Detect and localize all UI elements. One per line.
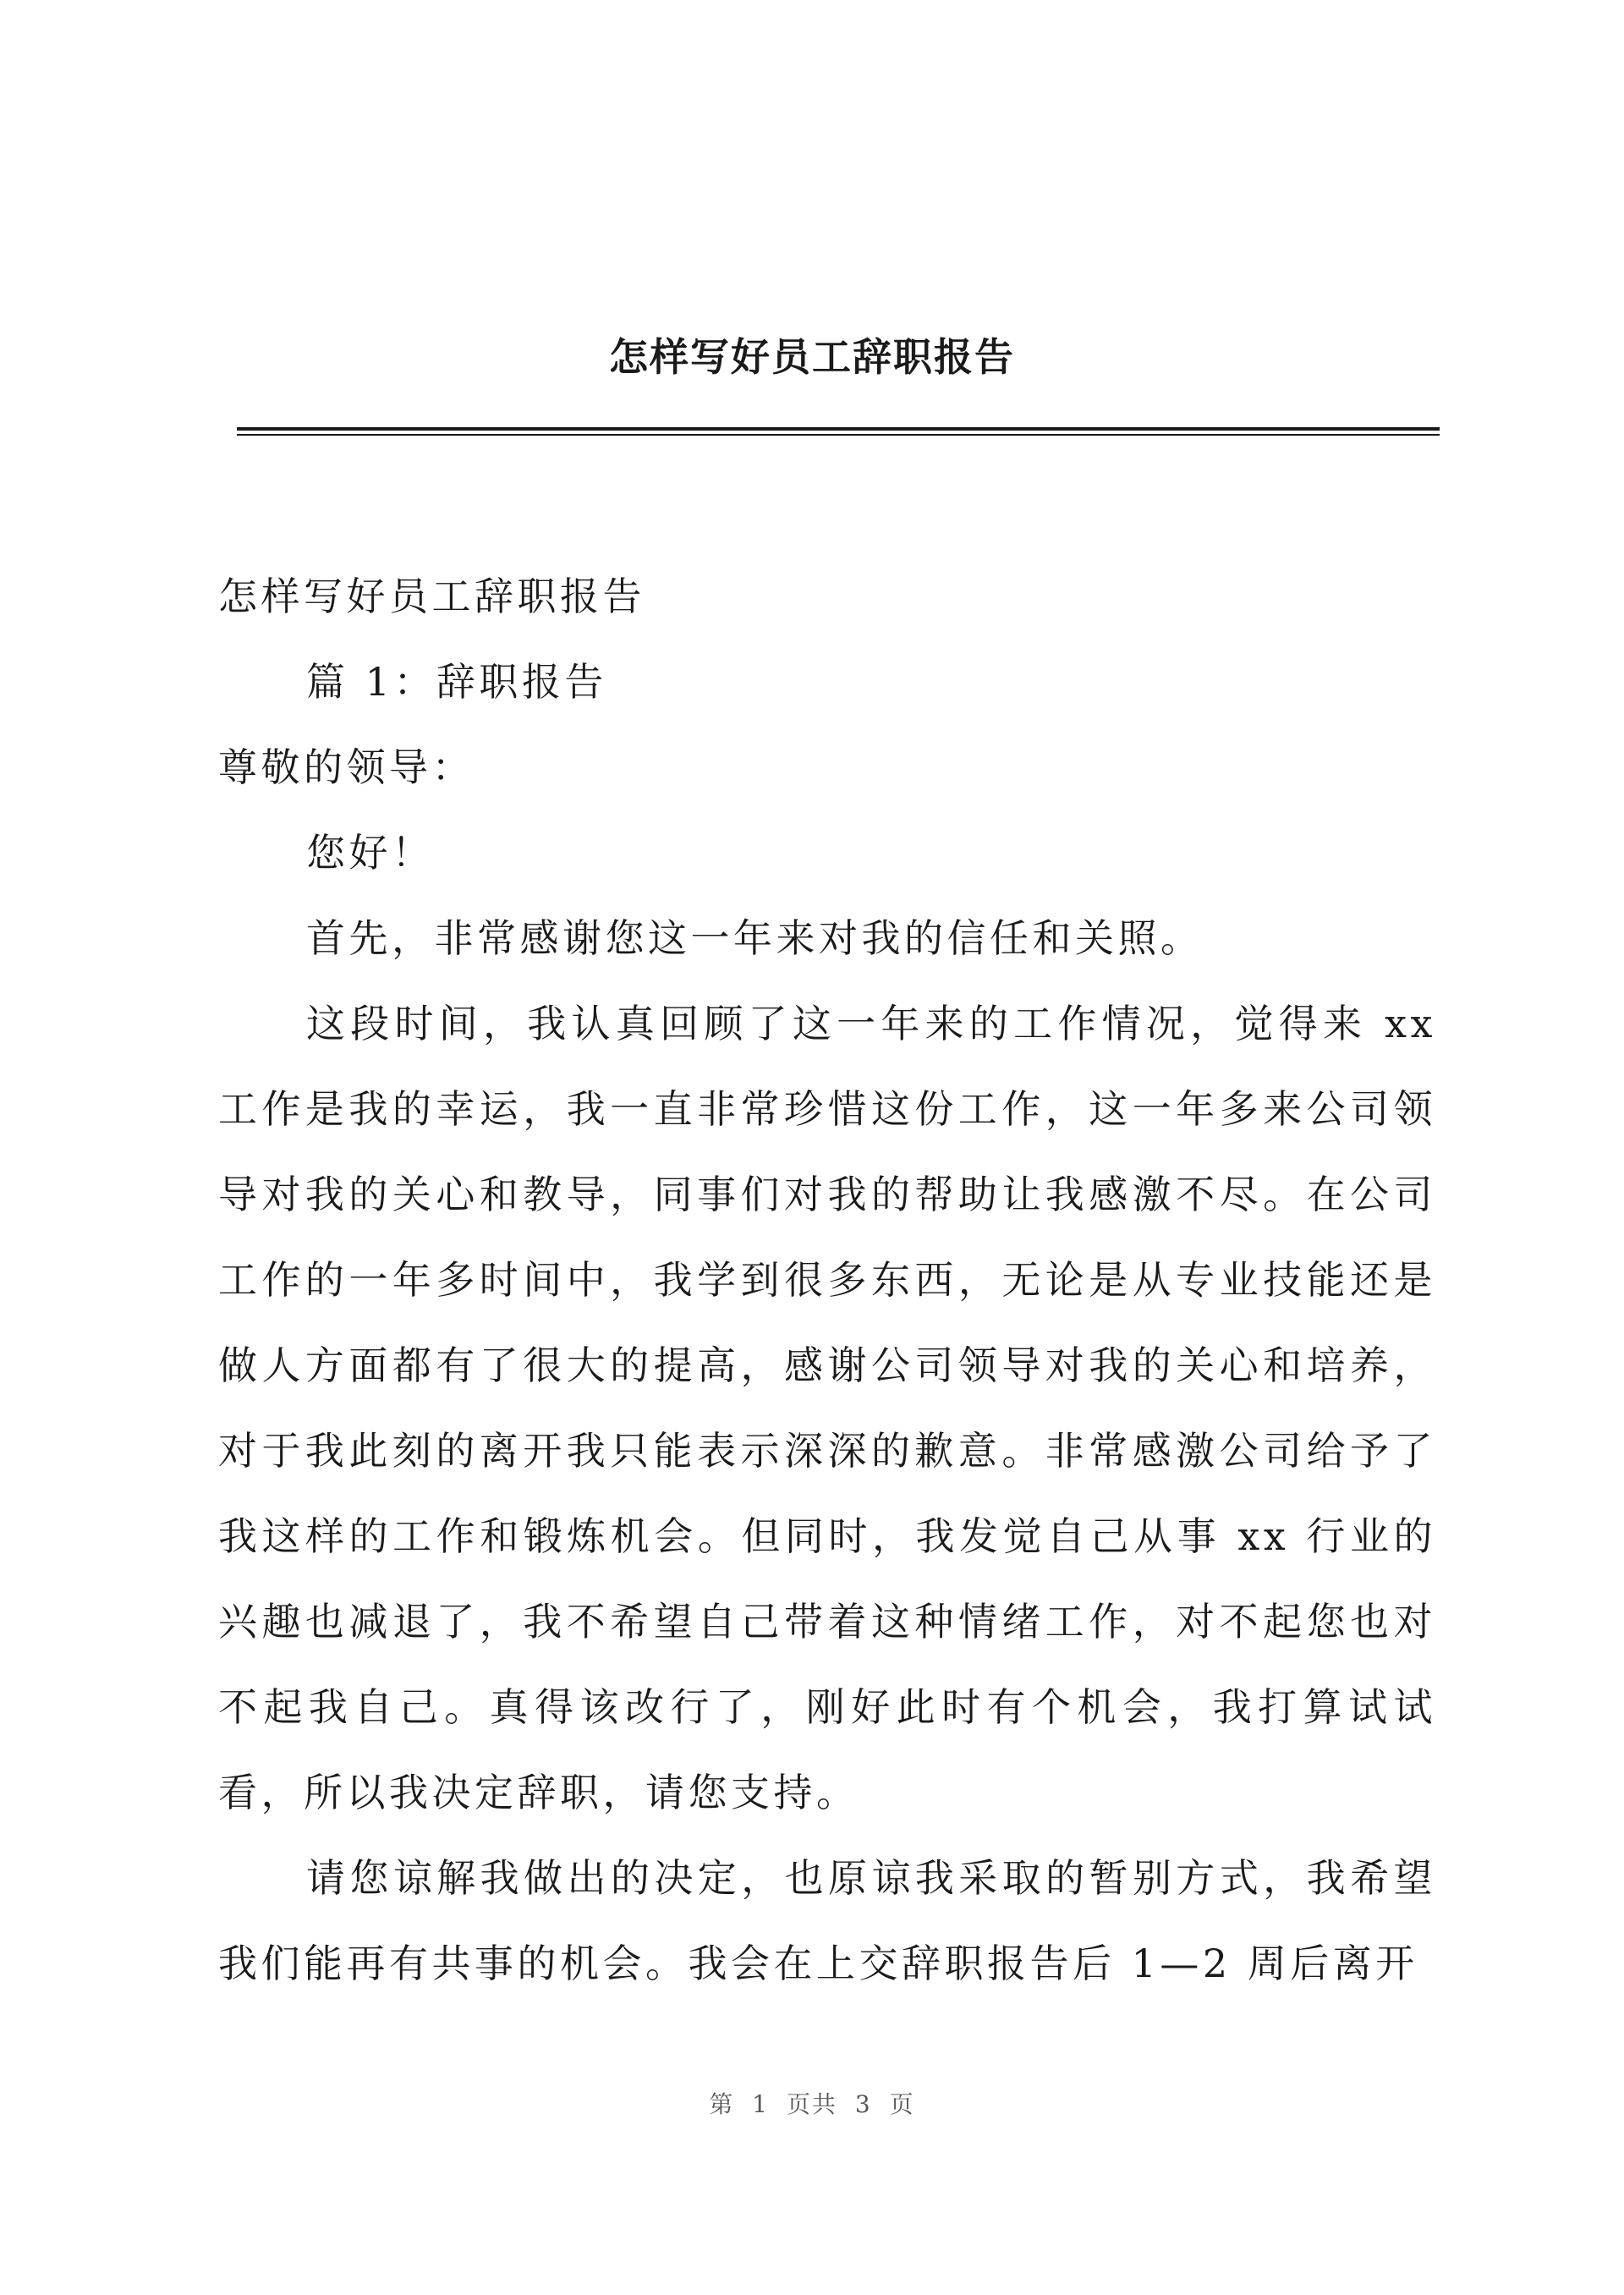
header-rule-thick xyxy=(237,427,1440,431)
salutation: 尊敬的领导： xyxy=(218,744,475,790)
body-title-line: 怎样写好员工辞职报告 xyxy=(218,574,645,619)
header-rule-thin xyxy=(237,434,1440,436)
document-header-title: 怎样写好员工辞职报告 xyxy=(609,334,1015,380)
paragraph-thanks: 首先，非常感谢您这一年来对我的信任和关照。 xyxy=(306,915,1204,961)
document-body xyxy=(218,554,1436,2007)
paragraph-main: 这段时间，我认真回顾了这一年来的工作情况，觉得来 xx 工作是我的幸运，我一直非常珍惜这份工作，这一年多来公司领导对我的关心和教导，同事们对我的帮助让我感激不尽。在公司工作的一年多时间中，我学到很多东西，无论是从专业技能还是做人方面都有了很大的提高，感谢公司领导对我的关心和培养，对于我此刻的离开我只能表示深深的歉意。非常感激公司给予了我这样的工作和锻炼机会。但同时，我发觉自己从事 xx 行业的兴趣也减退了，我不希望自己带着这种情绪工作，对不起您也对不起我自己。真得该改行了，刚好此时有个机会，我打算试试看，所以我决定辞职，请您支持。 xyxy=(218,1001,1436,1815)
paragraph-closing: 请您谅解我做出的决定，也原谅我采取的暂别方式，我希望我们能再有共事的机会。我会在上交辞职报告后 1—2 周后离开 xyxy=(218,1855,1436,1986)
greeting: 您好！ xyxy=(306,830,435,876)
section-heading: 篇 1：辞职报告 xyxy=(306,659,607,705)
page-footer: 第 1 页共 3 页 xyxy=(709,2090,915,2118)
